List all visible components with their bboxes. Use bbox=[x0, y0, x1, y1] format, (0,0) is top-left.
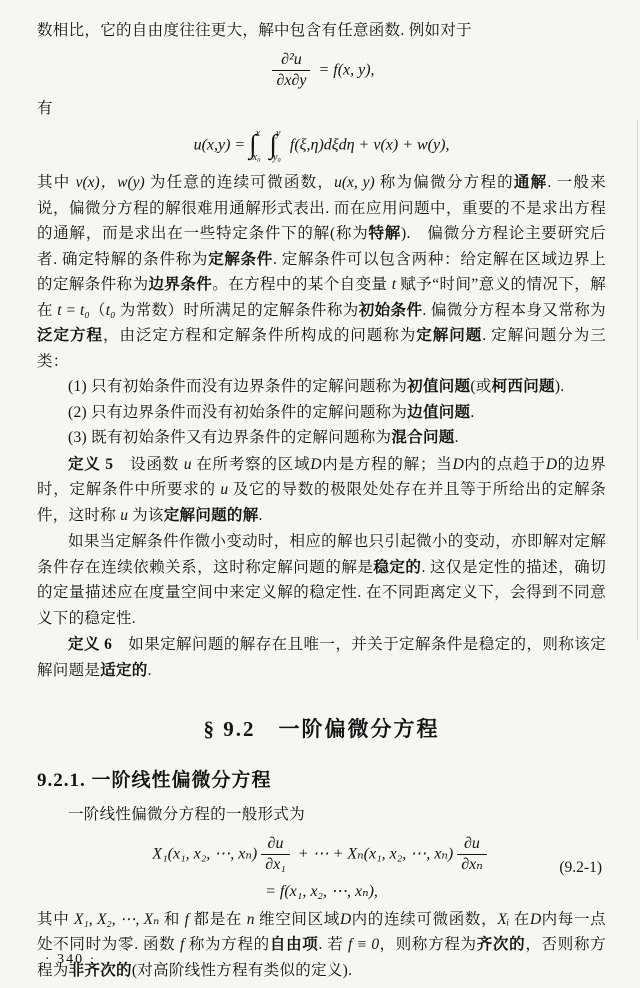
text-run: D bbox=[339, 910, 352, 928]
formula-lhs: u(x,y) = bbox=[193, 136, 246, 154]
text-run: 设函数 bbox=[113, 455, 184, 473]
text-run: (3) 既有初始条件又有边界条件的定解问题称为 bbox=[68, 429, 392, 447]
fraction bbox=[261, 835, 290, 875]
text-run: 混合问题 bbox=[391, 429, 455, 447]
integral-lower-limit: y₀ bbox=[272, 152, 281, 164]
text-run: 在 bbox=[509, 910, 530, 928]
section-heading: § 9.2 一阶偏微分方程 bbox=[203, 717, 440, 742]
integral-sign bbox=[270, 128, 285, 164]
text-run: 赋予“时间”意义的情况下，解在 bbox=[37, 276, 606, 319]
text-run: 其中 bbox=[37, 174, 76, 192]
text-run: 定解问题 bbox=[416, 327, 483, 345]
list-item-mixed-problem bbox=[37, 425, 606, 451]
text-run: 。在方程中的某个自变量 bbox=[212, 276, 392, 294]
integral-limits bbox=[272, 128, 284, 164]
fraction-numerator: ∂u bbox=[457, 835, 487, 855]
text-run: 及它的导数的极限处处存在并且等于所给出的定解条件，这时称 bbox=[37, 481, 606, 524]
text-run: ). bbox=[554, 378, 565, 396]
text-run: 自由项 bbox=[269, 936, 319, 954]
equation-line-2 bbox=[37, 858, 606, 901]
text-run: 泛定方程 bbox=[37, 327, 103, 345]
text-run: 初值问题 bbox=[407, 378, 471, 396]
text-run: 齐次的 bbox=[476, 936, 526, 954]
text-run: 内每一点处不同时为零. 函数 bbox=[37, 910, 606, 954]
text-run: 如果定解问题的解存在且唯一，并关于定解条件是稳定的，则称该定解问题是 bbox=[37, 636, 606, 679]
text-run: 都是在 bbox=[188, 910, 247, 928]
text-run: . 定解条件可以包含两种：给定解在区域边界上的定解条件称为 bbox=[37, 250, 606, 294]
intro-line: 数相比，它的自由度往往更大，解中包含有任意函数. 例如对于 bbox=[37, 22, 472, 39]
text-run: . bbox=[454, 429, 459, 447]
text-run: ). 偏微分方程论主要研究后者. 确定特解的条件称为 bbox=[37, 225, 606, 268]
text-run: f bbox=[184, 910, 189, 928]
text-run: 稳定的 bbox=[373, 558, 422, 576]
text-run: . bbox=[258, 506, 263, 524]
integral-sign bbox=[249, 128, 264, 164]
text-run: 内的连续可微函数， bbox=[351, 910, 498, 928]
text-run: D bbox=[310, 455, 322, 473]
text-run: 其中 bbox=[37, 910, 74, 928]
fraction bbox=[272, 51, 310, 91]
text-run: 柯西问题 bbox=[491, 378, 555, 396]
text-run: 为任意的连续可微函数， bbox=[144, 174, 335, 192]
fraction-denominator: ∂x∂y bbox=[276, 71, 307, 89]
text-run: t bbox=[391, 276, 397, 294]
text-run: t = t₀ bbox=[57, 301, 90, 319]
text-run: 和 bbox=[159, 910, 185, 928]
text-run: . 偏微分方程本身又常称为 bbox=[422, 301, 606, 319]
paragraph-definition-5 bbox=[37, 452, 606, 529]
fraction bbox=[457, 835, 487, 875]
connector-text: 有 bbox=[37, 100, 53, 118]
text-run: ，否则称方程为 bbox=[37, 936, 606, 979]
coefficient-term-1: X₁(x₁, x₂, ⋯, xₙ) bbox=[152, 845, 258, 863]
text-run: . 一般来说，偏微分方程的解很难用通解形式表出. 而在应用问题中，重要的不是求出方程的通解，而是求出在一些特定条件下的解(称为 bbox=[37, 174, 606, 243]
text-run: t₀ bbox=[105, 301, 116, 319]
text-run: X₁, X₂, ⋯, Xₙ bbox=[73, 910, 160, 928]
text-run: 内的点趋于 bbox=[463, 455, 546, 473]
formula-rhs: = f(x, y), bbox=[318, 61, 375, 79]
text-run: (或 bbox=[470, 378, 492, 396]
text-run: f ≡ 0 bbox=[348, 936, 380, 954]
text-run: 通解 bbox=[513, 174, 548, 192]
text-run: D bbox=[545, 455, 558, 473]
text-run: 边界条件 bbox=[148, 276, 213, 294]
text-run: ，则称方程为 bbox=[379, 936, 477, 954]
text-run: u bbox=[183, 455, 192, 473]
text-run: 为常数）时所满足的定解条件称为 bbox=[115, 301, 359, 319]
text-run: 为该 bbox=[127, 506, 164, 524]
scan-artifact-line bbox=[637, 120, 638, 640]
text-run: 如果当定解条件作微小变动时，相应的解也只引起微小的变动，亦即解对定解条件存在连续依赖关系，这时称定解问题的解是 bbox=[37, 533, 606, 576]
text-run: . 定解问题分为三类： bbox=[37, 327, 607, 370]
fraction-denominator: ∂xₙ bbox=[461, 856, 483, 874]
fraction-numerator: ∂u bbox=[261, 835, 290, 855]
coefficient-term-n: Xₙ(x₁, x₂, ⋯, xₙ) bbox=[347, 845, 454, 863]
text-run: (对高阶线性方程有类似的定义). bbox=[131, 961, 353, 979]
list-item-initial-value-problem bbox=[37, 374, 606, 400]
text-run: 内是方程的解；当 bbox=[321, 455, 453, 473]
text-run: u bbox=[220, 481, 229, 499]
equation-rhs: = f(x₁, x₂, ⋯, xₙ), bbox=[265, 882, 378, 900]
integral-glyph: ∫ bbox=[269, 128, 277, 159]
fraction-numerator: ∂²u bbox=[272, 51, 310, 71]
paragraph-coefficients bbox=[37, 907, 606, 984]
ellipsis-term: + ⋯ + bbox=[297, 845, 344, 863]
text-run: 定义 6 bbox=[68, 636, 113, 654]
formula-general-solution bbox=[37, 128, 606, 164]
text-run: 非齐次的 bbox=[68, 961, 132, 979]
text-run: （ bbox=[89, 301, 106, 319]
integral-lower-limit: x₀ bbox=[252, 152, 261, 164]
text-run: 定义 5 bbox=[68, 455, 114, 473]
text-run: u bbox=[120, 506, 128, 524]
text-run: 的边界时，定解条件中所要求的 bbox=[37, 455, 606, 499]
paragraph-stability bbox=[37, 529, 606, 631]
equation-number: (9.2-1) bbox=[559, 858, 602, 876]
equation-line-1 bbox=[37, 835, 606, 875]
formula-mixed-partial bbox=[37, 51, 606, 91]
text-run: 在所考察的区域 bbox=[191, 455, 311, 473]
lead-line: 一阶线性偏微分方程的一般形式为 bbox=[68, 806, 306, 824]
text-run: D bbox=[452, 455, 464, 473]
text-run: Xᵢ bbox=[497, 910, 510, 928]
text-run: (1) 只有初始条件而没有边界条件的定解问题称为 bbox=[68, 378, 408, 396]
text-run: 边值问题 bbox=[407, 403, 471, 421]
fraction-denominator: ∂x₁ bbox=[265, 856, 286, 874]
text-run: n bbox=[246, 910, 255, 928]
text-run: 定解条件 bbox=[208, 250, 274, 268]
formula-first-order-linear bbox=[37, 835, 606, 901]
page-number: · 340 · bbox=[45, 952, 97, 967]
subsection-heading: 9.2.1. 一阶线性偏微分方程 bbox=[37, 770, 272, 792]
text-run: 适定的 bbox=[100, 661, 148, 679]
integral-limits bbox=[252, 128, 264, 164]
text-run: . 这仅是定性的描述，确切的定量描述应在度量空间中来定义解的稳定性. 在不同距离定义下，会得到不同意义下的稳定性. bbox=[37, 558, 607, 627]
text-run: ，由泛定方程和定解条件所构成的问题称为 bbox=[102, 327, 417, 345]
integral-upper-limit: x bbox=[255, 128, 261, 140]
text-run: 初始条件 bbox=[358, 301, 423, 319]
text-run: 称为方程的 bbox=[184, 936, 270, 954]
paragraph-main bbox=[37, 170, 606, 374]
text-run: 称为偏微分方程的 bbox=[374, 174, 514, 192]
text-run: . bbox=[147, 661, 152, 679]
list-item-boundary-value-problem bbox=[37, 400, 606, 426]
text-run: v(x)，w(y) bbox=[75, 174, 145, 192]
paragraph-definition-6 bbox=[37, 632, 606, 683]
integral-upper-limit: y bbox=[275, 128, 281, 140]
text-run: u(x, y) bbox=[334, 174, 375, 192]
text-run: f bbox=[179, 936, 185, 954]
text-run: 维空间区域 bbox=[254, 910, 340, 928]
classification-list bbox=[37, 374, 606, 451]
formula-rhs: f(ξ,η)dξdη + v(x) + w(y), bbox=[289, 136, 450, 154]
text-run: . bbox=[470, 403, 475, 421]
integral-glyph: ∫ bbox=[249, 128, 257, 159]
text-run: (2) 只有边界条件而没有初始条件的定解问题称为 bbox=[68, 403, 408, 421]
text-run: . 若 bbox=[318, 936, 349, 954]
text-run: 定解问题的解 bbox=[163, 506, 259, 524]
text-run: D bbox=[530, 910, 542, 928]
text-run: 特解 bbox=[368, 225, 402, 243]
